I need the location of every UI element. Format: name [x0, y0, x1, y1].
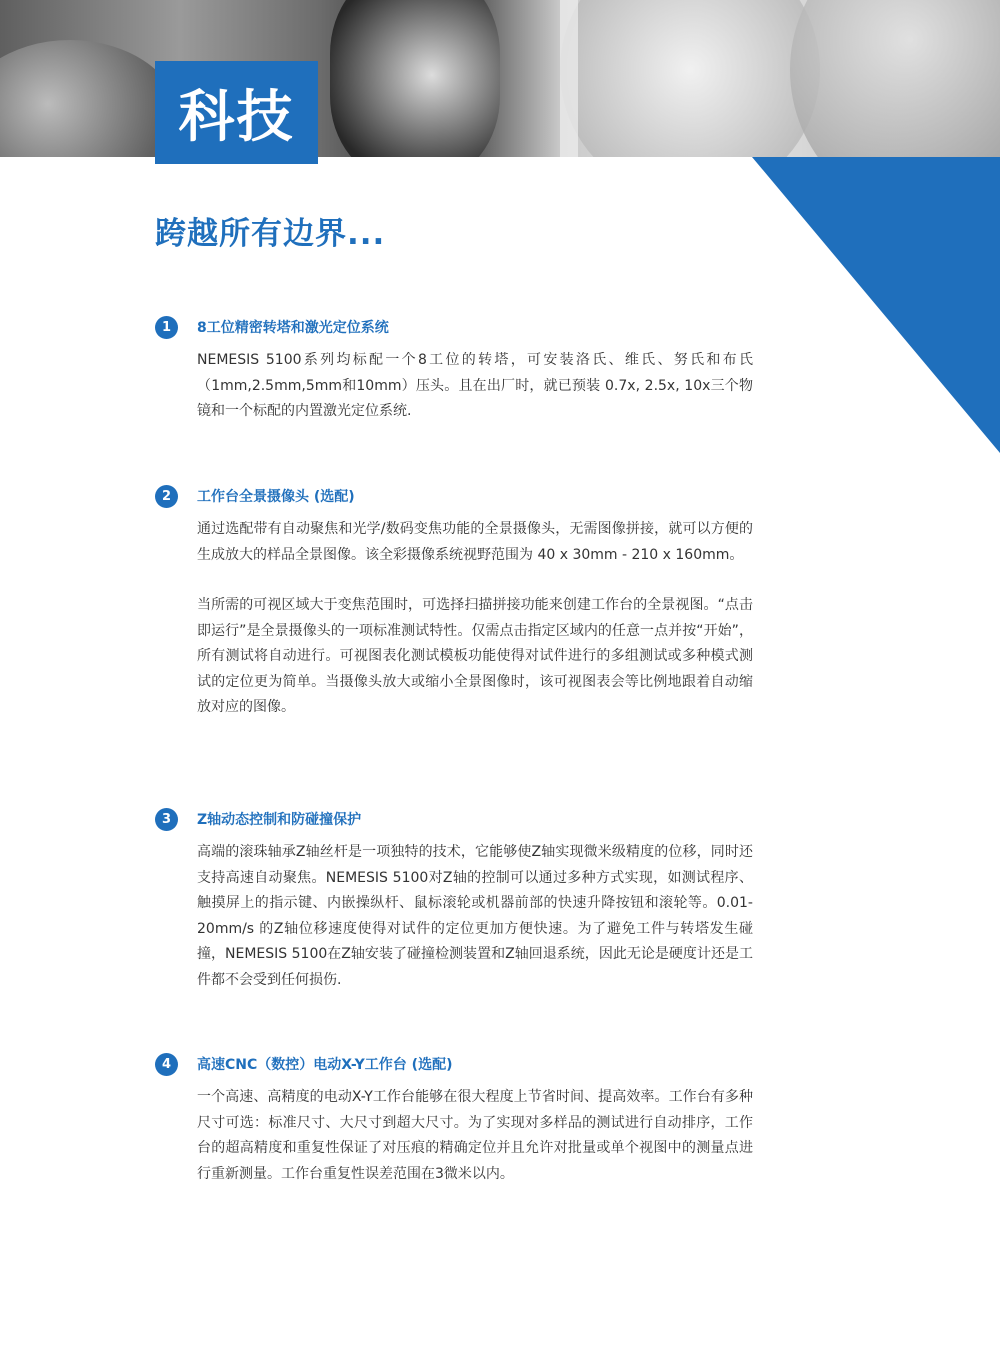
- feature-paragraph: 一个高速、高精度的电动X-Y工作台能够在很大程度上节省时间、提高效率。工作台有多种尺寸可选：标准尺寸、大尺寸到超大尺寸。为了实现对多样品的测试进行自动排序，工作台的超高精度和重复性保证了对压痕的精确定位并且允许对批量或单个视图中的测量点进行重新测量。工作台重复性误差范围在3微米以内。: [197, 1089, 753, 1182]
- feature-title: 高速CNC（数控）电动X-Y工作台 (选配): [197, 1057, 453, 1073]
- number-badge: 1: [155, 316, 178, 339]
- feature-heading: [155, 314, 755, 340]
- feature-section-4: [155, 1051, 755, 1187]
- hero-shape: [790, 0, 1000, 157]
- number-badge: 4: [155, 1053, 178, 1076]
- feature-heading: [155, 483, 755, 509]
- page-subtitle: 跨越所有边界...: [155, 216, 386, 252]
- feature-title: Z轴动态控制和防碰撞保护: [197, 812, 362, 828]
- feature-body: [197, 840, 753, 993]
- feature-body: [197, 348, 753, 425]
- section-badge-title: 科技: [155, 61, 318, 164]
- feature-paragraph: 通过选配带有自动聚焦和光学/数码变焦功能的全景摄像头，无需图像拼接，就可以方便的生成放大的样品全景图像。该全彩摄像系统视野范围为 40 x 30mm - 210 x 160mm。: [197, 521, 753, 563]
- hero-shape: [560, 0, 820, 157]
- hero-shape: [330, 0, 500, 157]
- feature-paragraph: NEMESIS 5100系列均标配一个8工位的转塔，可安装洛氏、维氏、努氏和布氏（1mm,2.5mm,5mm和10mm）压头。且在出厂时，就已预装 0.7x, 2.5x, 10x三个物镜和一个标配的内置激光定位系统.: [197, 352, 753, 419]
- feature-title: 8工位精密转塔和激光定位系统: [197, 320, 389, 336]
- feature-heading: [155, 806, 755, 832]
- feature-section-1: [155, 314, 755, 425]
- corner-triangle: [752, 157, 1000, 453]
- feature-body: [197, 1085, 753, 1187]
- hero-shape: [0, 40, 180, 157]
- feature-title: 工作台全景摄像头 (选配): [197, 489, 355, 505]
- hero-photo: [0, 0, 1000, 157]
- feature-body: [197, 517, 753, 721]
- number-badge: 3: [155, 808, 178, 831]
- feature-section-2: [155, 483, 755, 721]
- number-badge: 2: [155, 485, 178, 508]
- hero-shape: [560, 0, 578, 157]
- feature-paragraph: 当所需的可视区域大于变焦范围时，可选择扫描拼接功能来创建工作台的全景视图。“点击即运行”是全景摄像头的一项标准测试特性。仅需点击指定区域内的任意一点并按“开始”，所有测试将自动进行。可视图表化测试模板功能使得对试件进行的多组测试或多种模式测试的定位更为简单。当摄像头放大或缩小全景图像时，该可视图表会等比例地跟着自动缩放对应的图像。: [197, 597, 753, 715]
- feature-heading: [155, 1051, 755, 1077]
- feature-section-3: [155, 806, 755, 993]
- feature-paragraph: 高端的滚珠轴承Z轴丝杆是一项独特的技术，它能够使Z轴实现微米级精度的位移，同时还支持高速自动聚焦。NEMESIS 5100对Z轴的控制可以通过多种方式实现，如测试程序、触摸屏上的指示键、内嵌操纵杆、鼠标滚轮或机器前部的快速升降按钮和滚轮等。0.01-20mm/s 的Z轴位移速度使得对试件的定位更加方便快速。为了避免工件与转塔发生碰撞，NEMESIS 5100在Z轴安装了碰撞检测装置和Z轴回退系统，因此无论是硬度计还是工件都不会受到任何损伤.: [197, 844, 753, 988]
